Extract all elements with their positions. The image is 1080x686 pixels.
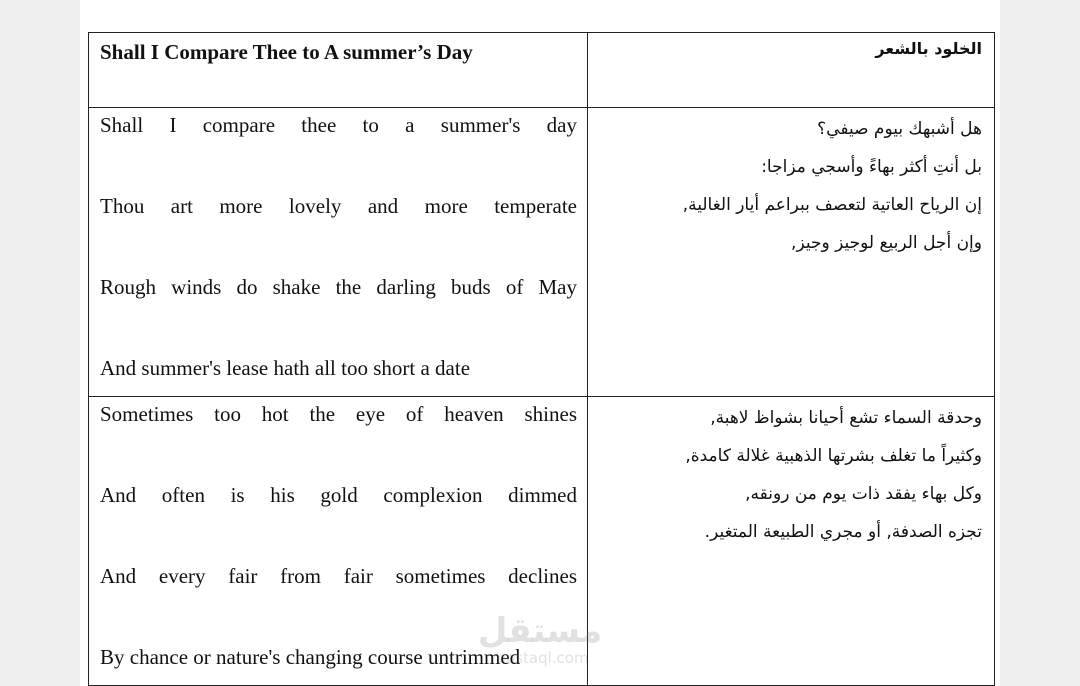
arabic-line: تجزه الصدفة, أو مجري الطبيعة المتغير.: [704, 522, 982, 542]
header-row: [89, 33, 995, 108]
arabic-line: وكثيراً ما تغلف بشرتها الذهبية غلالة كامدة,: [685, 446, 982, 466]
arabic-line: وإن أجل الربيع لوجيز وجيز,: [791, 233, 982, 253]
english-stanza-1: [89, 108, 588, 397]
arabic-stanza-1: [588, 108, 995, 397]
english-line: And summer's lease hath all too short a date: [100, 356, 471, 380]
arabic-line: إن الرياح العاتية لتعصف ببراعم أيار الغالية,: [682, 195, 982, 215]
arabic-line: وكل بهاء يفقد ذات يوم من رونقه,: [745, 484, 982, 504]
english-line: Sometimes too hot the eye of heaven shines: [100, 402, 577, 426]
poem-translation-table: [88, 32, 995, 686]
stanza-row-1: [89, 108, 995, 397]
arabic-line: وحدقة السماء تشع أحيانا بشواظ لاهبة,: [710, 408, 982, 428]
english-line: And every fair from fair sometimes declines: [100, 564, 577, 588]
watermark-url: mostaql.com: [491, 649, 589, 667]
english-line: Thou art more lovely and more temperate: [100, 194, 577, 218]
english-line: Rough winds do shake the darling buds of May: [100, 275, 577, 299]
english-title: Shall I Compare Thee to A summer’s Day: [89, 33, 588, 108]
english-line: And often is his gold complexion dimmed: [100, 483, 577, 507]
english-stanza-2: [89, 397, 588, 686]
arabic-title: الخلود بالشعر: [588, 33, 995, 108]
english-line: By chance or nature's changing course untrimmed: [100, 645, 521, 669]
watermark-logo: مستقل: [477, 611, 603, 651]
stanza-row-2: [89, 397, 995, 686]
arabic-line: بل أنتِ أكثر بهاءً وأسجي مزاجا:: [761, 157, 982, 177]
arabic-line: هل أشبهك بيوم صيفي؟: [817, 119, 982, 139]
arabic-stanza-2: [588, 397, 995, 686]
english-line: Shall I compare thee to a summer's day: [100, 113, 577, 137]
